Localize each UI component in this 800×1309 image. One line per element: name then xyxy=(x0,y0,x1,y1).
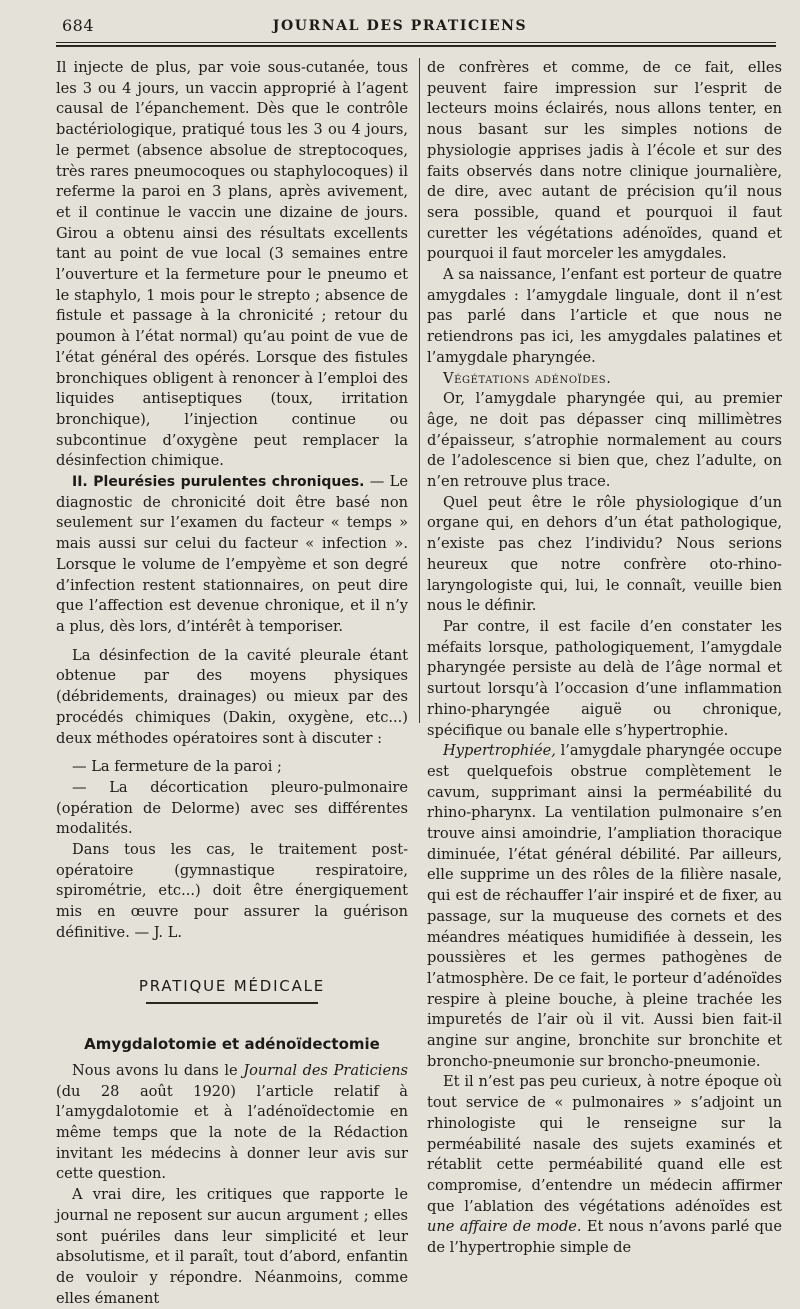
list-item-decortication: — La décortication pleuro-pulmonaire (opération de Delorme) avec ses différentes modalités. xyxy=(56,778,408,838)
paragraph-intro xyxy=(56,1061,408,1185)
left-column xyxy=(56,58,408,1309)
paragraph-disinfection: La désinfection de la cavité pleurale étant obtenue par des moyens physiques (débridements, drainages) ou mieux par des procédés chimiques (Dakin, oxygène, etc...) deux méthodes opératoires sont à discuter : xyxy=(56,646,408,747)
page-number: 684 xyxy=(62,16,95,35)
paragraph-misdeeds: Par contre, il est facile d’en constater les méfaits lorsque, pathologiquement, l’amygdale pharyngée persiste au delà de l’âge normal et surtout lorsqu’à l’occasion d’une inflammation rhino-pharyngée aiguë ou chronique, spécifique ou banale elle s’hypertrophie. xyxy=(427,617,782,739)
journal-name: Journal des Praticiens xyxy=(243,1061,408,1079)
header-rule-thin xyxy=(56,42,776,43)
section-heading-chronic: II. Pleurésies purulentes chroniques. xyxy=(72,474,365,491)
pulmonary-text-end: Et nous n’avons parlé que de l’hypertrophie simple de xyxy=(427,1218,782,1257)
paragraph-hypertrophy xyxy=(427,741,782,1072)
hypertrophy-term: Hypertrophiée, xyxy=(443,742,556,760)
paragraph-injection: Il injecte de plus, par voie sous-cutanée, tous les 3 ou 4 jours, un vaccin approprié à l’agent causal de l’épanchement. Dès que le contrôle bactériologique, pratiqué tous les 3 ou 4 jours, le permet (absence absolue de streptocoques, très rares pneumocoques ou staphylocoques) il referme la paroi en 3 plans, après avivement, et il continue le vaccin une dizaine de jours. Girou a obtenu ainsi des résultats excellents tant au point de vue local (3 semaines entre l’ouverture et la fermeture pour le pneumo et le staphylo, 1 mois pour le strepto ; absence de fistule et passage à la chronicité ; retour du poumon à l’état normal) qu’au point de vue de l’état général des opérés. Lorsque des fistules bronchiques obligent à renoncer à l’emploi des liquides antiseptiques (toux, irritation bronchique), l’injection continue ou subcontinue d’oxygène peut remplacer la désinfection chimique. xyxy=(56,59,408,470)
rubric-rule xyxy=(146,1002,318,1004)
paragraph-chronic-pleurisy xyxy=(56,472,408,638)
pulmonary-text-start: Et il n’est pas peu curieux, à notre époque où tout service de « pulmonaires » s’adjoint un rhinologiste qui le renseigne sur la perméabilité nasale des sujets examinés et rétablit cette perméabilité quand elle est compromise, d’entendre un médecin affirmer que l’ablation des végétations adénoïdes est xyxy=(427,1073,782,1215)
spacer xyxy=(56,638,408,646)
paragraph-continuation: de confrères et comme, de ce fait, elles peuvent faire impression sur l’esprit de lecteurs moins éclairés, nous allons tenter, en nous basant sur les simples notions de physiologie apprises jadis à l’école et sur des faits observés dans notre clinique journalière, de dire, avec autant de précision qu’il nous sera possible, quand et pourquoi il faut curetter les végétations adénoïdes, quand et pourquoi il faut morceler les amygdales. xyxy=(427,59,782,263)
header-rule-thick xyxy=(56,45,776,47)
intro-text-start: Nous avons lu dans le xyxy=(72,1061,244,1079)
running-title: JOURNAL DES PRATICIENS xyxy=(272,18,528,34)
paragraph-physiological-role: Quel peut être le rôle physiologique d’un organe qui, en dehors d’un état pathologique, n’existe pas chez l’individu? Nous serions heureux que notre confrère oto-rhino-laryngologiste qui, lui, le connaît, veuille bien nous le définir. xyxy=(427,493,782,615)
fashion-phrase: une affaire de mode. xyxy=(427,1218,582,1236)
list-item-closure: — La fermeture de la paroi ; xyxy=(72,758,282,776)
paragraph-postop: Dans tous les cas, le traitement post-opératoire (gymnastique respiratoire, spirométrie, etc...) doit être énergiquement mis en œuvre pour assurer la guérison définitive. — J. L. xyxy=(56,841,408,941)
paragraph-four-tonsils: A sa naissance, l’enfant est porteur de quatre amygdales : l’amygdale linguale, dont il n’est pas parlé dans l’article et que nous ne retiendrons pas ici, les amygdales palatines et l’amygdale pharyngée. xyxy=(427,266,782,366)
article-title: Amygdalotomie et adénoïdectomie xyxy=(84,1035,380,1054)
right-column xyxy=(427,58,782,1259)
paragraph-pulmonary xyxy=(427,1072,782,1258)
paragraph-atrophy: Or, l’amygdale pharyngée qui, au premier âge, ne doit pas dépasser cinq millimètres d’épaisseur, s’atrophie normalement au cours de l’adolescence si bien que, chez l’adulte, on n’en retrouve plus trace. xyxy=(427,390,782,491)
spacer xyxy=(56,749,408,757)
paragraph-chronic-text: — Le diagnostic de chronicité doit être basé non seulement sur l’examen du facteur « temps » mais aussi sur celui du facteur « infection ». Lorsque le volume de l’empyème et son degré d’infection restent stationnaires, on peut dire que l’affection est devenue chronique, et il n’y a plus, dès lors, d’intérêt à temporiser. xyxy=(56,473,408,635)
subheading-adenoids-text: Végétations adénoïdes. xyxy=(443,369,612,387)
intro-text-end: (du 28 août 1920) l’article relatif à l’amygdalotomie et à l’adénoïdectomie en même temps que la note de la Rédaction invitant les médecins à donner leur avis sur cette question. xyxy=(56,1082,408,1183)
column-divider xyxy=(419,58,420,723)
rubric-title: PRATIQUE MÉDICALE xyxy=(138,976,326,995)
paragraph-critiques: A vrai dire, les critiques que rapporte le journal ne reposent sur aucun argument ; elles sont puériles dans leur simplicité et leur absolutisme, et il paraît, tout d’abord, enfantin de vouloir y répondre. Néanmoins, comme elles émanent xyxy=(56,1186,408,1307)
hypertrophy-text: l’amygdale pharyngée occupe est quelquefois obstrue complètement le cavum, supprimant ainsi la perméabilité du rhino-pharynx. La ventilation pulmonaire s’en trouve ainsi amoindrie, l’ampliation thoracique diminuée, l’état général débilité. Par ailleurs, elle supprime un des rôles de la filière nasale, qui est de réchauffer l’air inspiré et de fixer, au passage, sur la muqueuse des cornets et des méandres méatiques humidifiée à dessein, les poussières et les germes pathogènes de l’atmosphère. De ce fait, le porteur d’adénoïdes respire à pleine bouche, à pleine trachée les impuretés de l’air où il vit. Aussi bien fait-il angine sur angine, bronchite sur bronchite et broncho-pneumonie sur broncho-pneumonie. xyxy=(427,742,782,1070)
subheading-adenoids xyxy=(427,369,782,390)
